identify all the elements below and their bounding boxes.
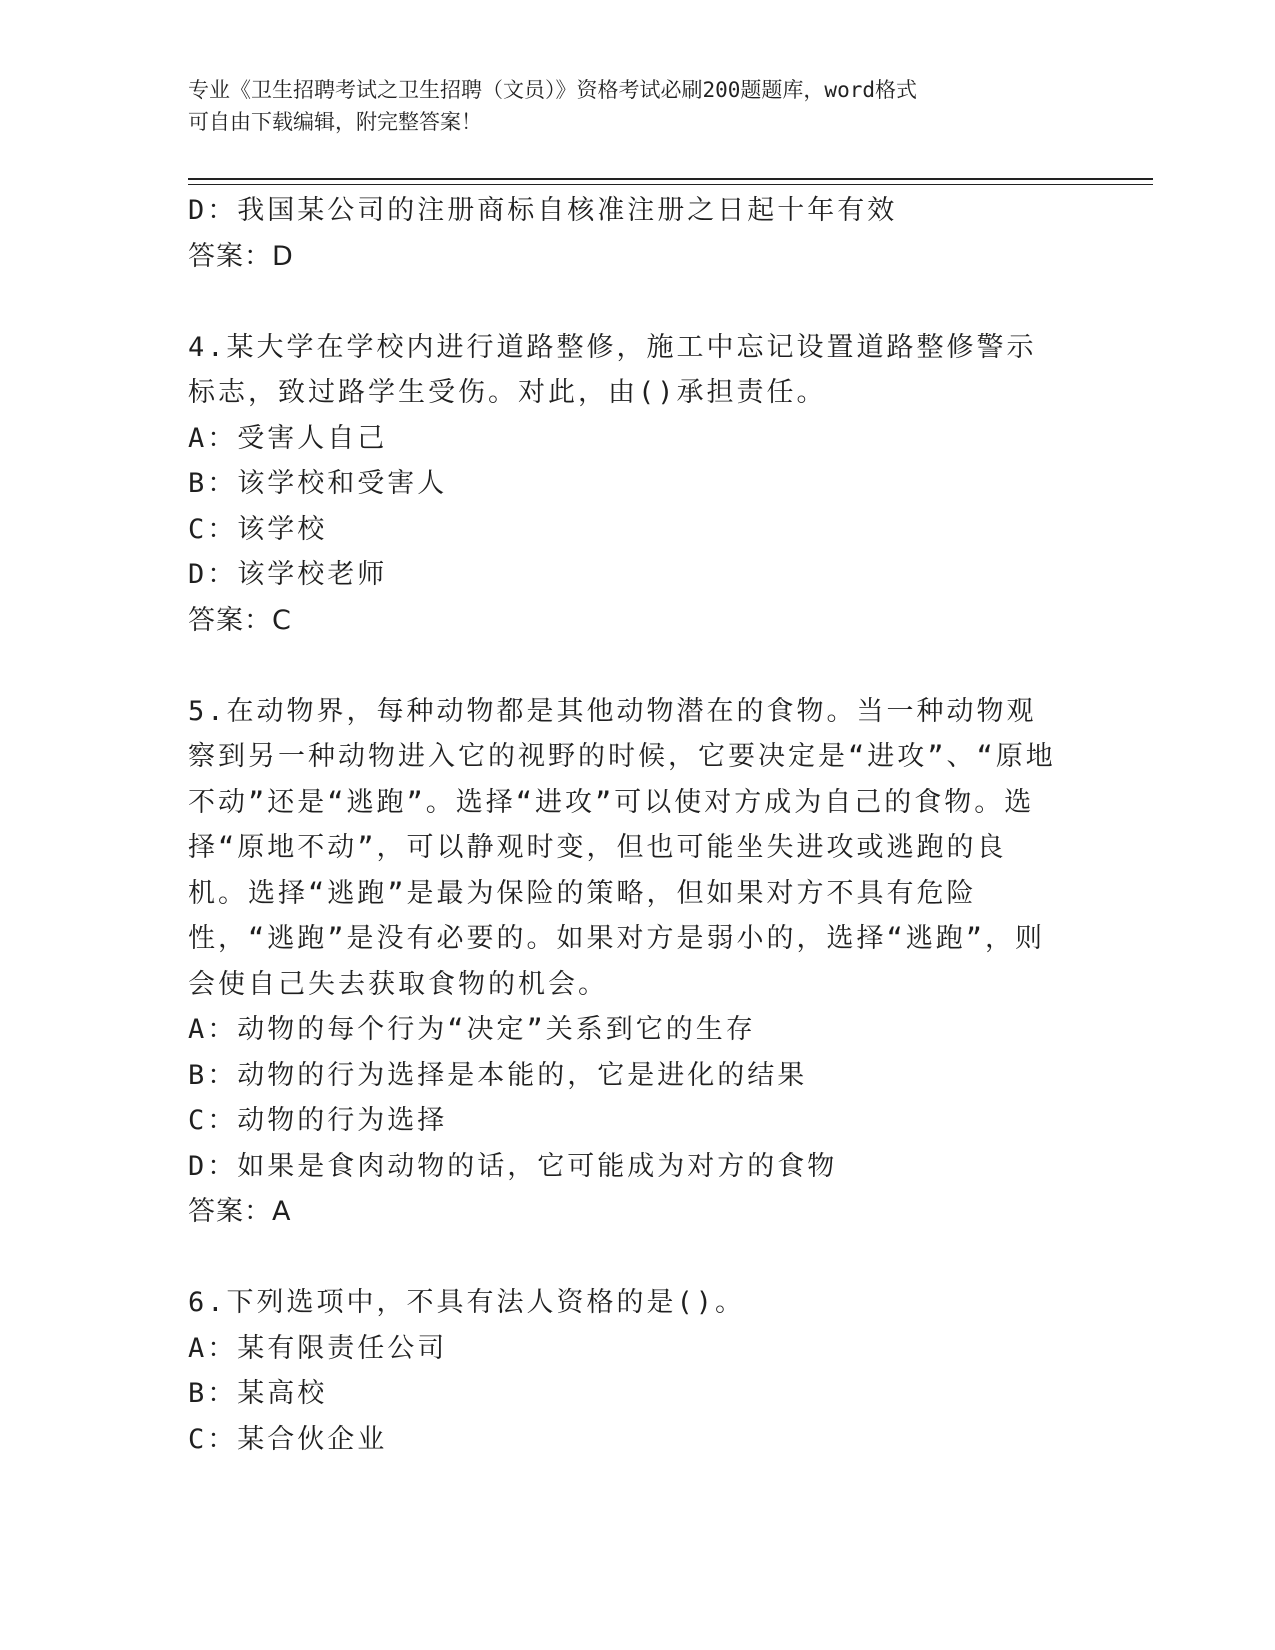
question-5 <box>188 689 1088 1235</box>
option-a: A：动物的每个行为“决定”关系到它的生存 <box>188 1014 756 1045</box>
document-header <box>188 74 1068 138</box>
answer: 答案：C <box>188 604 292 636</box>
header-line-2: 可自由下载编辑，附完整答案！ <box>188 110 482 134</box>
spacer <box>188 643 1088 689</box>
spacer <box>188 279 1088 325</box>
document-body <box>188 188 1088 1462</box>
option-a: A：某有限责任公司 <box>188 1332 448 1364</box>
option-d: D：如果是食肉动物的话，它可能成为对方的食物 <box>188 1150 838 1182</box>
option-d: D：该学校老师 <box>188 559 388 590</box>
option-b: B：动物的行为选择是本能的，它是进化的结果 <box>188 1059 808 1091</box>
question-stem: 4.某大学在学校内进行道路整修，施工中忘记设置道路整修警示标志，致过路学生受伤。对此，由()承担责任。 <box>188 331 1037 408</box>
option-a: A：受害人自己 <box>188 422 388 454</box>
option-c: C：该学校 <box>188 513 328 545</box>
answer-continued: 答案：D <box>188 240 294 272</box>
option-c: C：动物的行为选择 <box>188 1105 448 1136</box>
header-divider-thick <box>188 178 1153 180</box>
question-6 <box>188 1280 1088 1462</box>
question-4 <box>188 325 1088 644</box>
spacer <box>188 1235 1088 1281</box>
option-b: B：该学校和受害人 <box>188 468 448 499</box>
option-b: B：某高校 <box>188 1378 328 1409</box>
option-d-continued: D：我国某公司的注册商标自核准注册之日起十年有效 <box>188 195 898 226</box>
question-stem: 5.在动物界，每种动物都是其他动物潜在的食物。当一种动物观察到另一种动物进入它的视野的时候，它要决定是“进攻”、“原地不动”还是“逃跑”。选择“进攻”可以使对方成为自己的食物。选择“原地不动”，可以静观时变，但也可能坐失进攻或逃跑的良机。选择“逃跑”是最为保险的策略，但如果对方不具有危险性，“逃跑”是没有必要的。如果对方是弱小的，选择“逃跑”，则会使自己失去获取食物的机会。 <box>188 695 1056 1000</box>
header-divider-thin <box>188 184 1153 185</box>
option-c: C：某合伙企业 <box>188 1423 388 1455</box>
header-line-1: 专业《卫生招聘考试之卫生招聘（文员）》资格考试必刷200题题库，word格式 <box>188 78 917 102</box>
answer: 答案：A <box>188 1196 292 1227</box>
question-stem: 6.下列选项中，不具有法人资格的是()。 <box>188 1287 746 1318</box>
